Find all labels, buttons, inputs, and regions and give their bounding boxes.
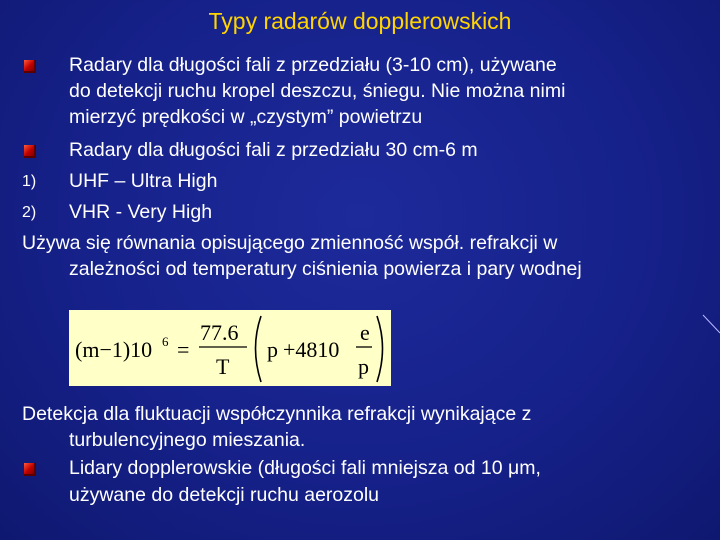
list-item-2: VHR - Very High — [69, 201, 213, 223]
formula-left-paren — [256, 316, 262, 382]
bullet-icon — [24, 463, 36, 476]
refractivity-formula — [69, 310, 391, 386]
list-number-2: 2) — [22, 204, 37, 221]
bullet-icon — [24, 145, 36, 158]
formula-coefficient: 77.6 — [200, 320, 239, 345]
formula-vapor: e — [360, 320, 370, 345]
paragraph1-line1: Używa się równania opisującego zmienność współ. refrakcji w — [22, 232, 558, 254]
list-item-1: UHF – Ultra High — [69, 170, 218, 192]
bullet1-line2: do detekcji ruchu kropel deszczu, śniegu. Nie można nimi — [69, 80, 566, 102]
formula-right-paren — [377, 316, 383, 382]
formula-lhs: (m−1)10 — [75, 337, 153, 362]
formula-pressure-denom: p — [358, 354, 369, 379]
formula-plus-term: +4810 — [283, 337, 340, 362]
paragraph2-line1: Detekcja dla fluktuacji współczynnika refrakcji wynikające z — [22, 403, 532, 425]
decorative-line — [700, 305, 720, 335]
bullet3-line2: używane do detekcji ruchu aerozolu — [69, 484, 380, 506]
bullet1-line3: mierzyć prędkości w „czystym” powietrzu — [69, 106, 423, 128]
formula-temperature: T — [216, 354, 230, 379]
formula-lhs-exponent: 6 — [162, 334, 169, 349]
slide-title: Typy radarów dopplerowskich — [208, 8, 512, 34]
formula-equals: = — [177, 337, 190, 362]
paragraph1-line2: zależności od temperatury ciśnienia powierza i pary wodnej — [69, 258, 582, 280]
formula-box — [69, 310, 391, 386]
paragraph2-line2: turbulencyjnego mieszania. — [69, 429, 306, 451]
bullet3-line1: Lidary dopplerowskie (długości fali mniejsza od 10 μm, — [69, 457, 541, 479]
list-number-1: 1) — [22, 173, 37, 190]
formula-pressure: p — [267, 337, 278, 362]
bullet-icon — [24, 60, 36, 73]
bullet1-line1: Radary dla długości fali z przedziału (3-10 cm), używane — [69, 54, 557, 76]
bullet2-text: Radary dla długości fali z przedziału 30 cm-6 m — [69, 139, 478, 161]
